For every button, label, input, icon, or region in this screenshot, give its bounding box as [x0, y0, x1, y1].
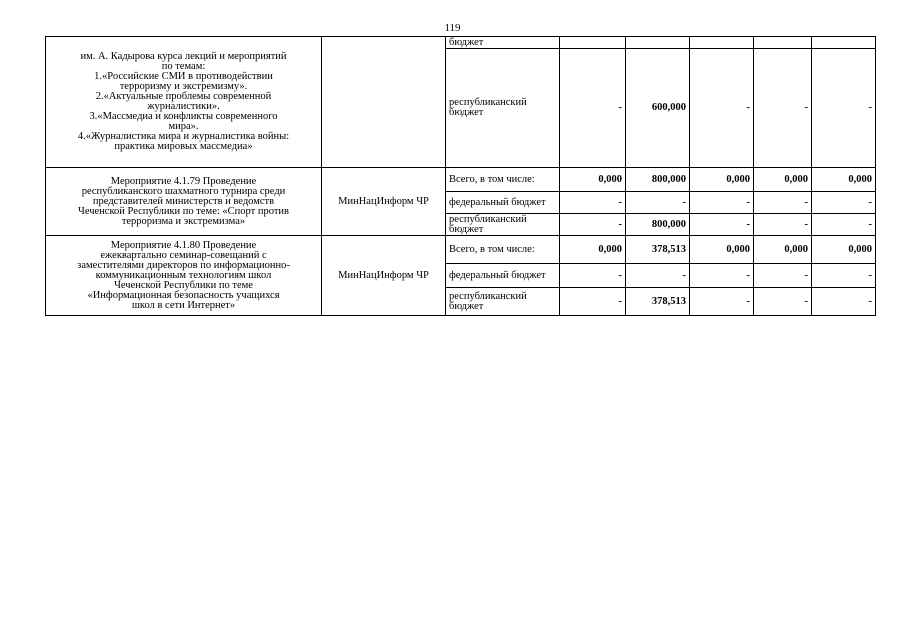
table-body: [46, 37, 876, 316]
amount-cell: 0,000: [690, 236, 754, 264]
description-line: терроризму и экстремизму».: [119, 81, 248, 92]
description-line: республиканского шахматного турнира среди: [81, 185, 286, 197]
amount-cell: -: [812, 214, 876, 236]
description-line: представителей министерств и ведомств: [92, 195, 275, 207]
amount-cell: -: [690, 288, 754, 316]
description-line: заместителями директоров по информационно-: [77, 259, 290, 271]
funding-source: республиканский бюджет: [446, 288, 560, 316]
amount-cell: -: [754, 288, 812, 316]
table-row: [46, 37, 876, 49]
amount-cell: -: [560, 49, 626, 168]
amount-cell: -: [560, 288, 626, 316]
funding-source: федеральный бюджет: [446, 264, 560, 288]
funding-source: бюджет: [446, 37, 560, 49]
budget-table: [45, 36, 876, 316]
amount-cell: 0,000: [812, 168, 876, 192]
description-line: им. А. Кадырова курса лекций и мероприятий: [80, 51, 287, 62]
description-line: ежеквартально семинар-совещаний с: [100, 249, 267, 261]
funding-source: Всего, в том числе:: [446, 168, 560, 192]
amount-cell: -: [690, 214, 754, 236]
executor-cell: МинНацИнформ ЧР: [322, 168, 446, 236]
amount-cell: -: [812, 49, 876, 168]
amount-cell: 600,000: [626, 49, 690, 168]
amount-cell: [754, 37, 812, 49]
activity-description: [46, 236, 322, 316]
amount-cell: -: [754, 264, 812, 288]
description-line: школ в сети Интернет»: [131, 299, 236, 311]
amount-cell: 800,000: [626, 168, 690, 192]
amount-cell: 800,000: [626, 214, 690, 236]
amount-cell: [560, 37, 626, 49]
description-line: Мероприятие 4.1.80 Проведение: [110, 239, 257, 251]
description-line: Чеченской Республики по теме: [114, 279, 253, 291]
amount-cell: -: [812, 192, 876, 214]
amount-cell: 0,000: [690, 168, 754, 192]
description-line: 2.«Актуальные проблемы современной: [95, 91, 272, 102]
amount-cell: -: [560, 192, 626, 214]
description-line: Мероприятие 4.1.79 Проведение: [110, 175, 257, 187]
funding-source: республиканский бюджет: [446, 49, 560, 168]
amount-cell: -: [626, 192, 690, 214]
activity-description: [46, 168, 322, 236]
amount-cell: -: [560, 214, 626, 236]
executor-cell: МинНацИнформ ЧР: [322, 236, 446, 316]
amount-cell: [626, 37, 690, 49]
amount-cell: 0,000: [754, 168, 812, 192]
amount-cell: [812, 37, 876, 49]
description-line: мира».: [168, 121, 199, 132]
amount-cell: 0,000: [754, 236, 812, 264]
description-line: по темам:: [161, 61, 206, 72]
amount-cell: -: [626, 264, 690, 288]
description-line: журналистики».: [147, 101, 220, 112]
description-line: Чеченской Республики по теме: «Спорт против: [78, 205, 289, 217]
amount-cell: -: [690, 264, 754, 288]
amount-cell: -: [560, 264, 626, 288]
page-number: 119: [444, 22, 461, 34]
table-row: [46, 236, 876, 264]
amount-cell: -: [754, 192, 812, 214]
funding-source: республиканский бюджет: [446, 214, 560, 236]
amount-cell: 378,513: [626, 288, 690, 316]
amount-cell: 0,000: [560, 236, 626, 264]
amount-cell: -: [690, 192, 754, 214]
activity-description: [46, 37, 322, 168]
funding-source: Всего, в том числе:: [446, 236, 560, 264]
amount-cell: -: [690, 49, 754, 168]
amount-cell: 378,513: [626, 236, 690, 264]
funding-source: федеральный бюджет: [446, 192, 560, 214]
description-line: «Информационная безопасность учащихся: [87, 289, 280, 301]
description-line: коммуникационным технологиям школ: [95, 269, 272, 281]
description-line: практика мировых массмедиа»: [114, 141, 253, 152]
amount-cell: -: [754, 214, 812, 236]
description-line: терроризма и экстремизма»: [121, 215, 246, 227]
table-row: [46, 168, 876, 192]
description-line: 3.«Массмедиа и конфликты современного: [89, 111, 278, 122]
amount-cell: 0,000: [560, 168, 626, 192]
amount-cell: [690, 37, 754, 49]
amount-cell: 0,000: [812, 236, 876, 264]
amount-cell: -: [812, 264, 876, 288]
amount-cell: -: [754, 49, 812, 168]
amount-cell: -: [812, 288, 876, 316]
description-line: 1.«Российские СМИ в противодействии: [94, 71, 273, 82]
description-line: 4.«Журналистика мира и журналистика войны:: [77, 131, 290, 142]
executor-cell: [322, 37, 446, 168]
